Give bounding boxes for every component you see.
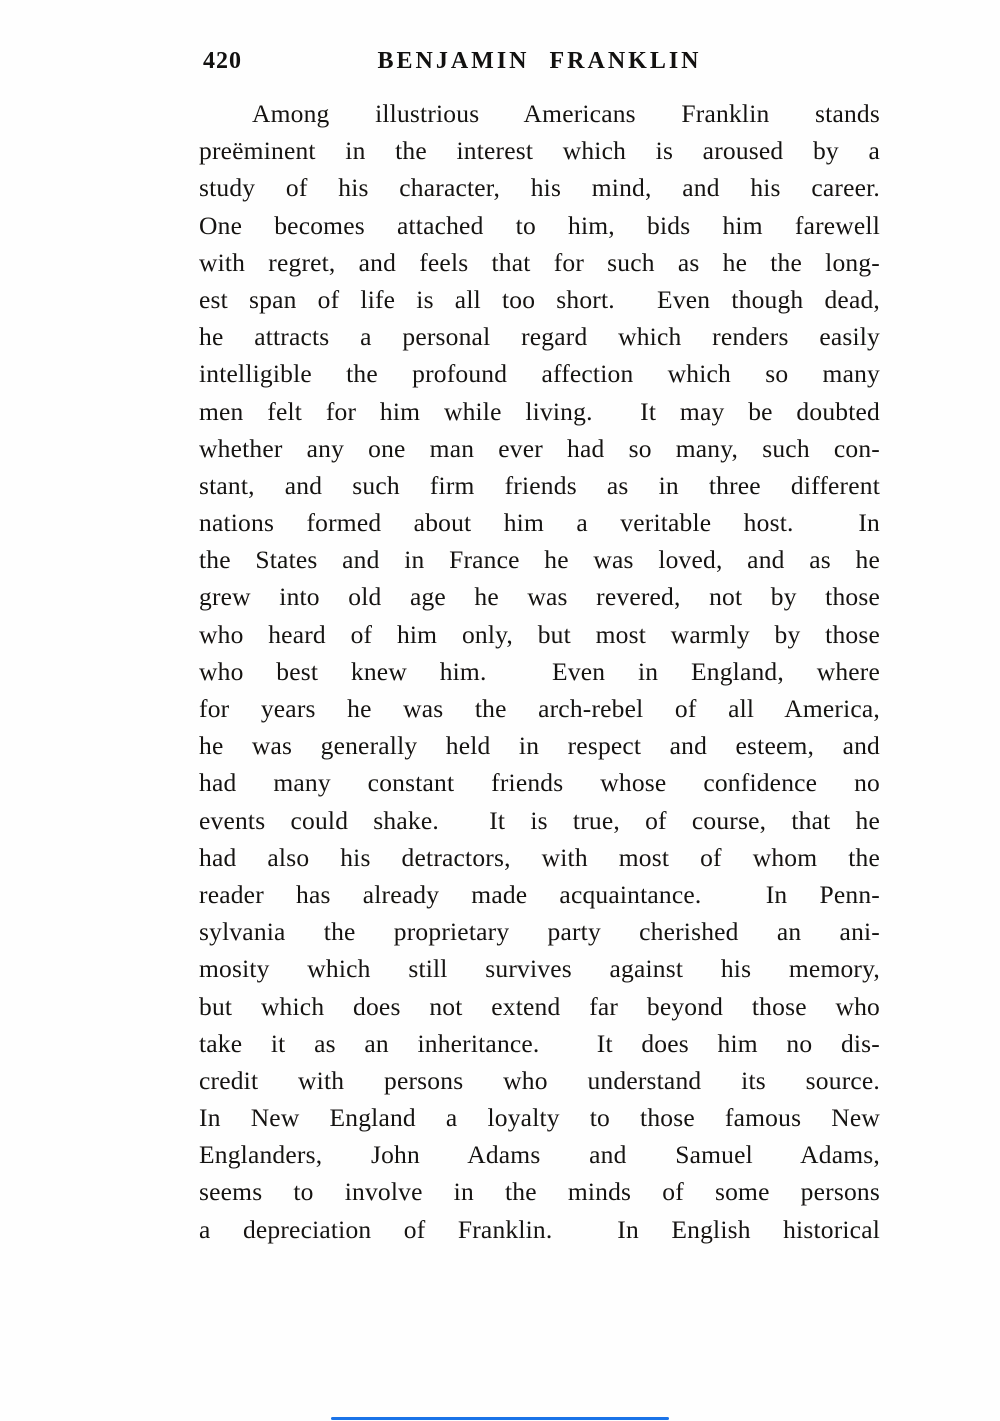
text-line: nations formed about him a veritable host. In [199,508,880,538]
text-line: reader has already made acquaintance. In Penn- [199,879,880,909]
text-line: credit with persons who understand its source. [199,1065,880,1095]
text-line: for years he was the arch-rebel of all America, [199,694,880,723]
text-line: had also his detractors, with most of whom the [199,842,880,872]
text-line: he attracts a personal regard which renders easily [199,322,880,352]
text-line: study of his character, his mind, and his career. [199,173,880,203]
text-line: est span of life is all too short. Even though dead, [199,284,880,314]
text-line: had many constant friends whose confidence no [199,768,880,798]
text-line: Englanders, John Adams and Samuel Adams, [199,1140,880,1170]
text-line: whether any one man ever had so many, such con- [199,433,880,463]
text-line: preëminent in the interest which is aroused by a [199,136,880,166]
text-line: Among illustrious Americans Franklin stands [252,99,880,128]
page-number: 420 [203,48,242,74]
text-line: take it as an inheritance. It does him no dis- [199,1028,880,1058]
text-line: but which does not extend far beyond those who [199,991,880,1021]
text-line: One becomes attached to him, bids him farewell [199,210,880,240]
text-line: stant, and such firm friends as in three different [199,470,880,500]
text-line: seems to involve in the minds of some persons [199,1177,880,1207]
body-text [199,95,880,1248]
text-line: sylvania the proprietary party cherished an ani- [199,917,880,947]
text-line: events could shake. It is true, of course, that he [199,805,880,835]
text-line: intelligible the profound affection which so many [199,359,880,389]
text-line: with regret, and feels that for such as he the long- [199,247,880,277]
running-title: BENJAMIN FRANKLIN [377,48,702,74]
text-line: a depreciation of Franklin. In English historical [199,1214,880,1244]
text-line: mosity which still survives against his memory, [199,954,880,984]
text-line: In New England a loyalty to those famous New [199,1103,880,1133]
bottom-accent-line [331,1417,669,1420]
text-line: grew into old age he was revered, not by those [199,582,880,612]
text-line: the States and in France he was loved, and as he [199,545,880,575]
text-line: who best knew him. Even in England, where [199,656,880,686]
text-line: who heard of him only, but most warmly by those [199,619,880,649]
text-line: he was generally held in respect and esteem, and [199,731,880,761]
text-line: men felt for him while living. It may be doubted [199,396,880,426]
